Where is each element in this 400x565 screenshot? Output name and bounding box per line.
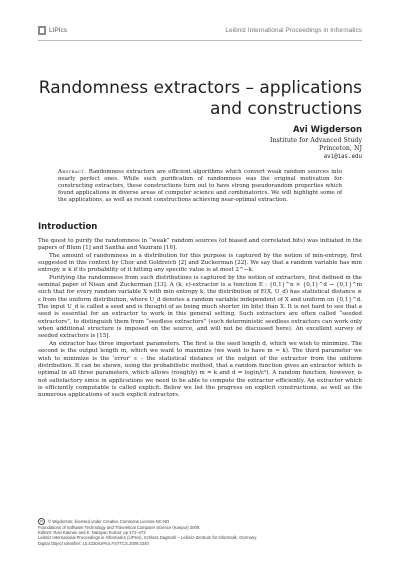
institution: Institute for Advanced Study: [269, 137, 362, 144]
page-footer: [38, 518, 362, 546]
license-text: © Wigderson; licensed under Creative Commons License-NC-ND.: [48, 518, 171, 524]
creative-commons-icon: cc: [39, 519, 44, 523]
proceedings-name: Leibniz International Proceedings in Informatics: [225, 27, 362, 34]
paragraph: The quest to purify the randomness in “weak” random sources (of biased and correlated bits) was initiated in the papers of Blum [1] and Santha and Vazirani [16].: [38, 238, 362, 252]
lipics-logo-icon: [38, 26, 46, 35]
editors-line: Editors: Ravi Kannan and K. Narayan Kumar; pp 471–473: [38, 530, 146, 536]
city: Princeton, NJ: [319, 145, 362, 153]
lipics-logo: [38, 26, 67, 35]
paragraph: An extractor has three important parameters. The first is the seed length d, which we wish to minimize. The second is the output length m, which we want to maximize (we want to have m ≈ k). The third parameter we wish to minimize is the ‘error’ ε – the statistical distance of the output of the extractor from the uniform distribution. It can be shown, using the probabilistic method, that a random function gives an extractor which is optimal in all three parameters, which allows (roughly) m = k and d = log(n/ε²). A random function, however, is not satisfactory since in applications we need to be able to compute the extractor efficiently. An extractor which is efficiently computable is called explicit. Below we list the progress on explicit constructions, as well as the numerous applications of such explicit extractors.: [38, 340, 362, 399]
section-body: [38, 238, 362, 400]
license-line: [38, 518, 362, 525]
abstract: [58, 169, 342, 204]
section-heading: Introduction: [38, 222, 98, 232]
paragraph: The amount of randomness in a distribution for this purpose is captured by the notion of min-entropy, first suggested in this context by Chor and Goldreich [2] and Zuckerman [22]. We say that a random variable has min entropy ≥ k if its probability of it hitting any specific value is at most 2^−k.: [38, 252, 362, 274]
conference-line: Foundations of Software Technology and Theoretical Computer Science (Kanpur) 2009.: [38, 525, 201, 530]
author-email: avi@ias.edu: [323, 154, 362, 161]
publisher-line: Leibniz International Proceedings in Informatics (LIPIcs), Schloss Dagstuhl – Leibniz-Zentrum für Informatik, Germany.: [38, 535, 258, 541]
author-name: Avi Wigderson: [292, 125, 362, 135]
logo-text: LIPIcs: [49, 27, 68, 34]
abstract-label: Abstract.: [58, 169, 87, 175]
paper-title: Randomness extractors – applications and constructions: [38, 78, 362, 119]
author-affiliation: [270, 137, 362, 162]
abstract-text: Randomness extractors are efficient algorithms which convert weak random sources into nearly perfect ones. While such purification of randomness was the original motivation for constructing extractors, these constructions turn out to have strong pseudorandom properties which found applications in diverse areas of computer science and combinatorics. We will highlight some of the applications, as well as recent constructions achieving near-optimal extraction.: [58, 169, 342, 204]
paragraph: Purifying the randomness from such distributions is captured by the notion of extractors, first defined in the seminal paper of Nisan and Zuckerman [13]. A (k, ε)-extractor is a function E : {0,1}^n × {0,1}^d → {0,1}^m such that for every random variable X with min entropy k, the distribution of E(X, U_d) has statistical distance ≤ ε from the uniform distribution, where U_d denotes a random variable independent of X and uniform on {0,1}^d. The input U_d is called a seed and is thought of as being much shorter (in bits) than X. It is not hard to see that a seed is essential for an extractor to work in this general setting. Such extractors are often called “seeded extractors”, to distinguish them from “seedless extractors” (such deterministic seedless extractors can work only when additional structure is imposed on the source, and will not be discussed here). An excellent survey of seeded extractors is [15].: [38, 274, 362, 340]
page-header: [38, 26, 362, 41]
doi-line: Digital Object Identifier: 10.4230/LIPIcs.FSTTCS.2009.2340: [38, 540, 149, 546]
